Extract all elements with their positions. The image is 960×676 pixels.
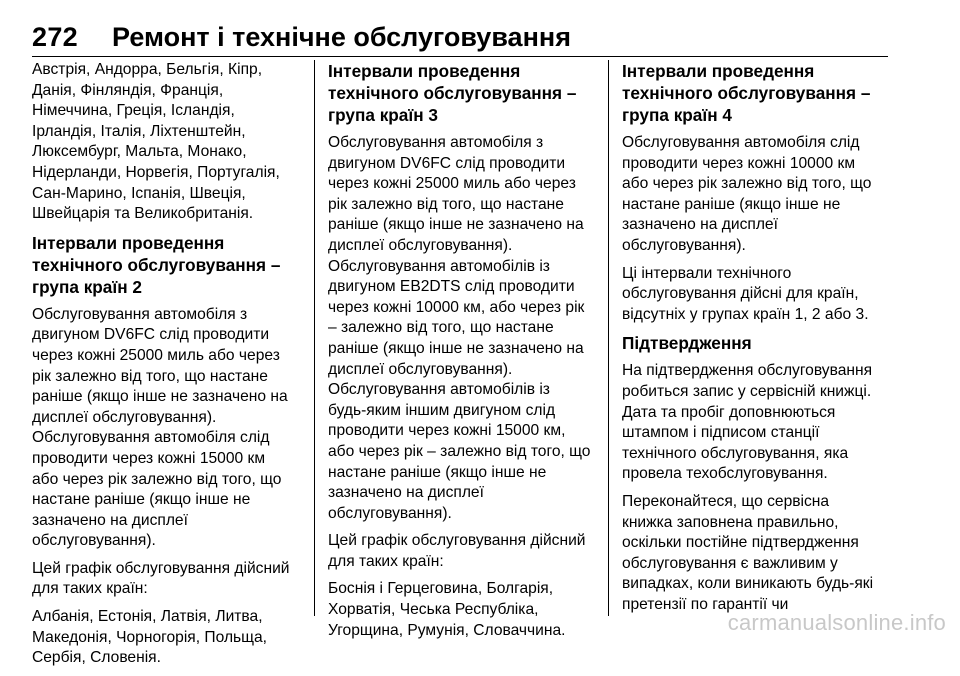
text-line: Македонія, Чорногорія, Польща, xyxy=(32,628,268,646)
text-line: рік залежно від того, що настане xyxy=(32,367,268,385)
text-line: Нідерланди, Норвегія, Португалія, xyxy=(32,163,280,181)
text-line: обслуговування дійсні для країн, xyxy=(622,285,859,303)
text-line: через кожні 25000 миль або через xyxy=(328,175,576,193)
text-line: настане раніше (якщо інше не xyxy=(622,195,841,213)
text-line: Ірландія, Італія, Ліхтенштейн, xyxy=(32,122,246,140)
section-heading-group-3 xyxy=(328,60,596,126)
text-line: книжка заповнена правильно, xyxy=(622,513,839,531)
section-heading-group-2 xyxy=(32,232,300,298)
section-heading-group-4 xyxy=(622,60,888,126)
text-line: раніше (якщо інше не зазначено на xyxy=(328,216,584,234)
text-line: рік залежно від того, що настане xyxy=(328,195,564,213)
text-line: робиться запис у сервісній книжці. xyxy=(622,382,872,400)
text-line: раніше (якщо інше не зазначено на xyxy=(328,339,584,357)
text-line: настане раніше (якщо інше не xyxy=(32,491,251,509)
text-line: Швейцарія та Великобританія. xyxy=(32,205,254,223)
text-line: Данія, Фінляндія, Франція, xyxy=(32,81,224,99)
text-line: Німеччина, Греція, Ісландія, xyxy=(32,102,235,120)
body-paragraph xyxy=(328,531,596,572)
text-column-3 xyxy=(622,60,888,622)
text-line: Сан-Марино, Іспанія, Швеція, xyxy=(32,184,246,202)
text-line: двигуном DV6FC слід проводити xyxy=(328,154,566,172)
text-line: Обслуговування автомобілів із xyxy=(328,257,550,275)
section-heading-confirmation xyxy=(622,332,888,354)
page-number: 272 xyxy=(32,22,78,52)
body-paragraph xyxy=(622,133,888,257)
text-line: або через рік залежно від того, що xyxy=(622,175,872,193)
country-list-paragraph xyxy=(32,607,300,669)
text-line: через кожні 10000 км, або через рік xyxy=(328,298,585,316)
text-line: штампом і підписом станції xyxy=(622,424,820,442)
text-line: зазначено на дисплеї xyxy=(328,484,484,502)
text-line: зазначено на дисплеї xyxy=(32,511,188,529)
text-line: Боснія і Герцеговина, Болгарія, xyxy=(328,580,554,598)
text-line: або через рік – залежно від того, що xyxy=(328,442,591,460)
body-paragraph xyxy=(32,305,300,429)
text-line: Інтервали проведення xyxy=(32,232,225,253)
text-line: Обслуговування автомобілів із xyxy=(328,381,550,399)
text-line: Обслуговування автомобіля з xyxy=(32,305,248,323)
text-line: група країн 2 xyxy=(32,276,142,297)
text-line: група країн 4 xyxy=(622,105,732,125)
text-line: обслуговування). xyxy=(32,532,156,550)
country-list-paragraph xyxy=(32,60,300,225)
text-line: претензії по гарантії чи xyxy=(622,595,789,613)
text-line: настане раніше (якщо інше не xyxy=(328,463,547,481)
text-line: раніше (якщо інше не зазначено на xyxy=(32,388,288,406)
body-paragraph xyxy=(328,133,596,257)
text-line: Цей графік обслуговування дійсний xyxy=(32,559,290,577)
text-line: На підтвердження обслуговування xyxy=(622,362,873,380)
text-line: Сербія, Словенія. xyxy=(32,649,161,667)
text-line: обслуговування). xyxy=(622,236,746,254)
text-line: проводити через кожні 15000 км, xyxy=(328,422,566,440)
body-paragraph xyxy=(622,361,888,485)
text-line: проводити через кожні 15000 км xyxy=(32,449,266,467)
page-header xyxy=(32,22,888,57)
text-line: Хорватія, Чеська Республіка, xyxy=(328,601,539,619)
text-line: випадках, коли виникають будь-які xyxy=(622,575,874,593)
text-line: оскільки постійне підтвердження xyxy=(622,534,859,552)
text-line: Албанія, Естонія, Латвія, Литва, xyxy=(32,608,263,626)
text-line: двигуном EB2DTS слід проводити xyxy=(328,278,575,296)
watermark-text: carmanualsonline.info xyxy=(727,610,946,635)
text-line: Обслуговування автомобіля з xyxy=(328,134,544,151)
country-list-paragraph xyxy=(328,579,596,641)
text-line: Переконайтеся, що сервісна xyxy=(622,492,830,510)
text-line: відсутніх у групах країн 1, 2 або 3. xyxy=(622,305,869,323)
text-line: Дата та пробіг доповнюються xyxy=(622,403,836,421)
text-line: Підтвердження xyxy=(622,333,752,354)
text-line: будь-яким іншим двигуном слід xyxy=(328,401,556,419)
text-line: Австрія, Андорра, Бельгія, Кіпр, xyxy=(32,61,263,78)
text-line: зазначено на дисплеї xyxy=(622,216,778,234)
text-line: дисплеї обслуговування). xyxy=(328,360,513,378)
text-line: технічного обслуговування – xyxy=(622,83,871,103)
body-paragraph xyxy=(328,257,596,381)
text-line: для таких країн: xyxy=(328,552,444,570)
text-line: або через рік залежно від того, що xyxy=(32,470,282,488)
text-line: дисплеї обслуговування). xyxy=(32,408,217,426)
column-divider xyxy=(314,60,315,616)
body-paragraph xyxy=(328,380,596,524)
text-line: Інтервали проведення xyxy=(328,61,521,81)
text-line: Угорщина, Румунія, Словаччина. xyxy=(328,621,566,639)
body-paragraph xyxy=(32,559,300,600)
text-line: Цей графік обслуговування дійсний xyxy=(328,532,586,550)
text-line: Ці інтервали технічного xyxy=(622,264,792,282)
text-column-2 xyxy=(328,60,596,648)
text-line: технічного обслуговування, яка xyxy=(622,444,849,462)
text-line: – залежно від того, що настане xyxy=(328,319,554,337)
text-column-1 xyxy=(32,60,300,676)
text-line: обслуговування). xyxy=(328,504,452,522)
text-line: дисплеї обслуговування). xyxy=(328,236,513,254)
text-line: Інтервали проведення xyxy=(622,61,815,81)
text-line: проводити через кожні 10000 км xyxy=(622,154,856,172)
text-line: для таких країн: xyxy=(32,580,148,598)
text-line: Обслуговування автомобіля слід xyxy=(622,134,860,151)
text-line: через кожні 25000 миль або через xyxy=(32,346,280,364)
body-paragraph xyxy=(622,264,888,326)
text-line: обслуговування є важливим у xyxy=(622,554,838,572)
chapter-title: Ремонт і технічне обслуговування xyxy=(112,22,571,52)
body-paragraph xyxy=(32,428,300,552)
text-line: Люксембург, Мальта, Монако, xyxy=(32,143,247,161)
text-line: двигуном DV6FC слід проводити xyxy=(32,326,270,344)
text-line: технічного обслуговування – xyxy=(328,83,577,103)
body-paragraph xyxy=(622,492,888,616)
text-line: технічного обслуговування – xyxy=(32,254,281,275)
text-line: група країн 3 xyxy=(328,105,438,125)
text-line: провела техобслуговування. xyxy=(622,465,828,483)
column-divider xyxy=(608,60,609,616)
text-line: Обслуговування автомобіля слід xyxy=(32,429,270,447)
